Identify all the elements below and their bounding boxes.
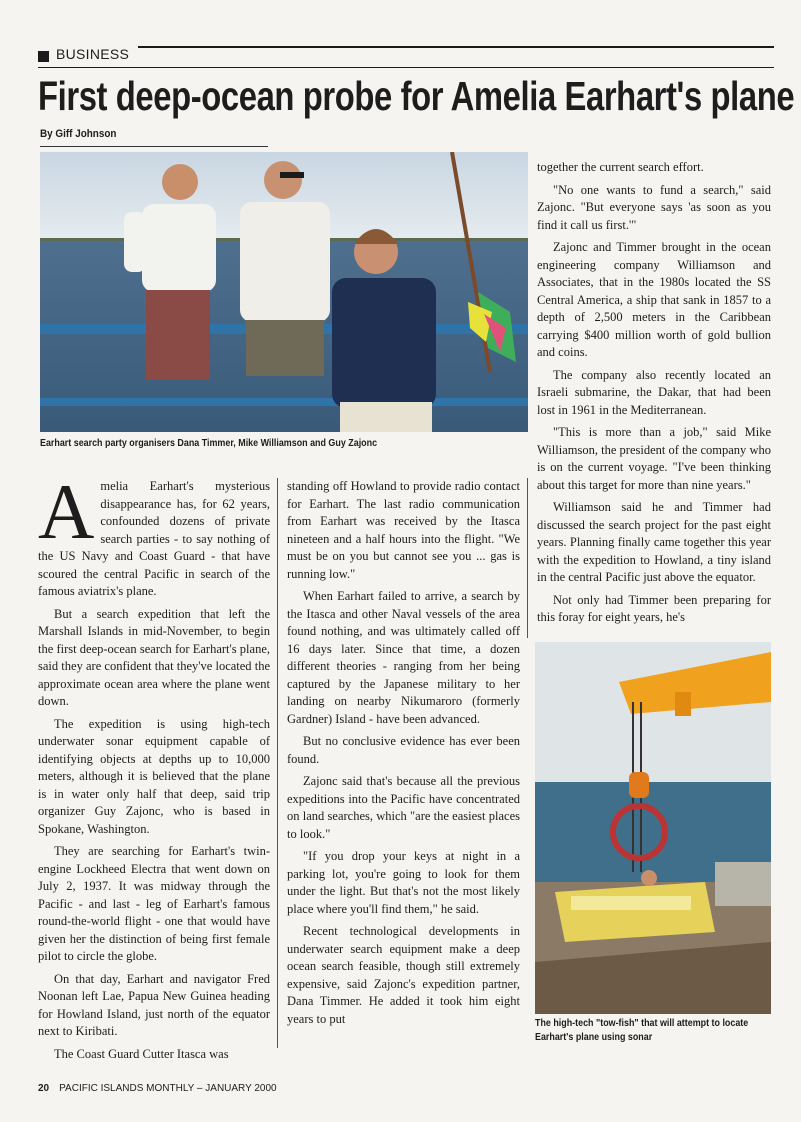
drop-cap: A: [38, 468, 95, 555]
paragraph: But a search expedition that left the Marshall Islands in mid-November, to begin the first deep-ocean search for Earhart's plane, said they are confident that they've located the approximate ocean area where the plane went down.: [38, 606, 270, 708]
paragraph: But no conclusive evidence has ever been found.: [287, 734, 520, 766]
paragraph: On that day, Earhart and navigator Fred Noonan left Lae, Papua New Guinea heading for Howland Island, just north of the equator next to Kiribati.: [38, 971, 270, 1038]
section-square-icon: [38, 51, 49, 62]
paragraph: The Coast Guard Cutter Itasca was: [54, 1046, 229, 1061]
paragraph: "No one wants to fund a search," said Zajonc. "But everyone says 'as soon as you find it call us first.'": [537, 182, 771, 232]
byline: By Giff Johnson: [40, 128, 117, 140]
paragraph: "If you drop your keys at night in a parking lot, you're going to look for them under the light. But that's not the most likely place where you'll find them," he said.: [287, 849, 520, 916]
tow-fish-photo: [535, 642, 771, 1014]
paragraph: When Earhart failed to arrive, a search by the Itasca and other Naval vessels of the area found nothing, and was ultimately called off 16 days later. Since that time, a dozen different theories - ranging from her being captured by the Japanese military to her landing on nearby Nikumaroro (formerly Gardner) Island - have been advanced.: [287, 589, 520, 726]
paragraph: Williamson said he and Timmer had discussed the search project for the past eight years. Planning finally came together this year with the expedition to Howland, a tiny island in the central Pacific just above the equator.: [537, 500, 771, 584]
paragraph: standing off Howland to provide radio contact for Earhart. The last radio communication from Earhart was received by the Itasca nineteen and a half hours into the flight. "We must be on you but cannot see you ... gas is running low.": [287, 479, 520, 581]
headline: First deep-ocean probe for Amelia Earhart's plane: [38, 73, 795, 119]
paragraph: The expedition is using high-tech underwater sonar equipment capable of identifying objects at depths up to 10,000 meters, although it is believed that the plane is in water only half that deep, said trip organizer Guy Zajonc, who is based in Spokane, Washington.: [38, 716, 270, 836]
paragraph: Zajonc said that's because all the previous expeditions into the Pacific have concentrated on land searches, which "are the easiest places to look.": [287, 774, 520, 841]
paragraph: Not only had Timmer been preparing for this foray for eight years, he's: [537, 592, 771, 624]
paragraph: The company also recently located an Israeli submarine, the Dakar, that had been lost in 1961 in the Mediterranean.: [537, 367, 771, 417]
byline-rule: [40, 146, 268, 147]
section-rule: [138, 46, 774, 48]
publication-name: PACIFIC ISLANDS MONTHLY – JANUARY 2000: [59, 1083, 277, 1094]
paragraph: "This is more than a job," said Mike Williamson, the president of the company who is on the current voyage. "I've been thinking about this target for more than nine years.": [537, 425, 771, 492]
photo-caption-1: Earhart search party organisers Dana Timmer, Mike Williamson and Guy Zajonc: [40, 437, 378, 449]
paragraph: They are searching for Earhart's twin-engine Lockheed Electra that went down on July 2, 1937. It was midway through the Pacific - and last - leg of Earhart's famous round-the-world flight - one that would have given her the distinction of being first female pilot to circle the globe.: [38, 844, 270, 963]
paragraph: together the current search effort.: [537, 160, 704, 174]
paragraph: Zajonc and Timmer brought in the ocean engineering company Williamson and Associates, that in the 1980s located the SS Central America, a ship that sank in 1857 to a depth of 2,500 meters in the Caribbean carrying $400 million worth of gold bullion and coins.: [537, 240, 771, 359]
column-divider-2: [527, 478, 528, 638]
paragraph: Amelia Earhart's mysterious disappearance has, for 62 years, confounded dozens of private search parties - to say nothing of the US Navy and Coast Guard - that have scoured the central Pacific in search of the famous aviatrix's plane.: [38, 468, 270, 598]
article-column-3: [537, 159, 771, 632]
column-divider-1: [277, 478, 278, 1048]
section-rule-lower: [38, 67, 774, 68]
paragraph: Recent technological developments in underwater search equipment make a deep ocean search feasible, though still extremely expensive, said Zajonc's expedition partner, Dana Timmer. He added it took him eight years to put: [287, 924, 520, 1026]
article-column-1: [38, 468, 270, 1068]
search-party-photo: [40, 152, 528, 432]
page-number: 20: [38, 1083, 50, 1094]
article-column-2: [287, 478, 520, 1033]
section-label: BUSINESS: [56, 46, 130, 62]
page-footer: [38, 1083, 277, 1094]
photo-caption-2: The high-tech "tow-fish" that will attempt to locate Earhart's plane using sonar: [535, 1017, 749, 1043]
